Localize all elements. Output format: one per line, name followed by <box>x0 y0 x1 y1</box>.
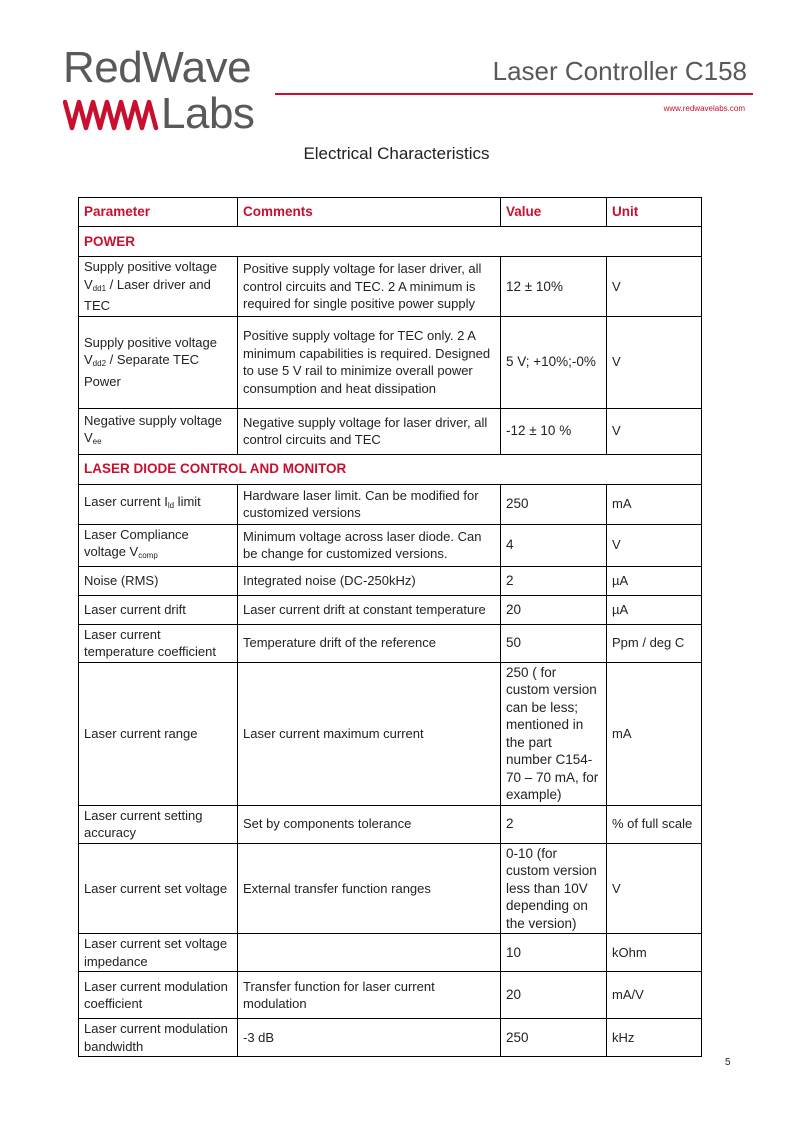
website-link[interactable]: www.redwavelabs.com <box>663 104 745 113</box>
header-divider <box>275 93 753 95</box>
cell-value: 2 <box>501 805 607 843</box>
cell-parameter: Laser current set voltage impedance <box>79 934 238 972</box>
cell-unit: µA <box>607 595 702 624</box>
cell-unit: mA/V <box>607 972 702 1019</box>
cell-unit: V <box>607 843 702 934</box>
cell-unit: Ppm / deg C <box>607 624 702 662</box>
cell-unit: kHz <box>607 1019 702 1057</box>
cell-comment: Integrated noise (DC-250kHz) <box>238 566 501 595</box>
cell-comment: -3 dB <box>238 1019 501 1057</box>
cell-comment: Laser current drift at constant temperature <box>238 595 501 624</box>
cell-parameter: Supply positive voltage $V_{dd2}$ / Separate TEC Power <box>79 316 238 408</box>
cell-unit: V <box>607 524 702 566</box>
cell-value: 20 <box>501 595 607 624</box>
cell-unit: mA <box>607 662 702 805</box>
table-row <box>79 408 702 454</box>
table-row <box>79 595 702 624</box>
cell-unit: V <box>607 257 702 317</box>
cell-parameter: Laser current set voltage <box>79 843 238 934</box>
cell-value: 20 <box>501 972 607 1019</box>
cell-value: 250 <box>501 484 607 524</box>
cell-parameter: Negative supply voltage $V_{ee}$ <box>79 408 238 454</box>
cell-comment: Set by components tolerance <box>238 805 501 843</box>
section-label: POWER <box>79 227 702 257</box>
cell-comment <box>238 934 501 972</box>
cell-parameter: Laser current range <box>79 662 238 805</box>
cell-parameter: Laser current drift <box>79 595 238 624</box>
table-row <box>79 624 702 662</box>
logo-text-labs: Labs <box>161 89 255 138</box>
cell-comment: Minimum voltage across laser diode. Can be change for customized versions. <box>238 524 501 566</box>
cell-parameter: Laser Compliance voltage $V_{comp}$ <box>79 524 238 566</box>
cell-parameter: Laser current modulation bandwidth <box>79 1019 238 1057</box>
header-value: Value <box>501 198 607 227</box>
cell-unit: kOhm <box>607 934 702 972</box>
table-row <box>79 484 702 524</box>
logo-bottom-line <box>63 90 254 138</box>
table-row <box>79 566 702 595</box>
wave-icon <box>63 94 159 134</box>
cell-parameter: Noise (RMS) <box>79 566 238 595</box>
cell-parameter: Supply positive voltage $V_{dd1}$ / Laser driver and TEC <box>79 257 238 317</box>
cell-value: 4 <box>501 524 607 566</box>
cell-unit: mA <box>607 484 702 524</box>
cell-comment: Transfer function for laser current modulation <box>238 972 501 1019</box>
cell-value: 250 ( for custom version can be less; mentioned in the part number C154-70 – 70 mA, for example) <box>501 662 607 805</box>
cell-parameter: Laser current modulation coefficient <box>79 972 238 1019</box>
section-row-power <box>79 227 702 257</box>
cell-unit: V <box>607 316 702 408</box>
section-row-laser <box>79 454 702 484</box>
cell-comment: Positive supply voltage for laser driver, all control circuits and TEC. 2 A minimum is required for single positive power supply <box>238 257 501 317</box>
table-row <box>79 843 702 934</box>
company-logo <box>63 44 273 136</box>
table-row <box>79 1019 702 1057</box>
cell-comment: Positive supply voltage for TEC only. 2 A minimum capabilities is required. Designed to use 5 V rail to minimize overall power consumption and heat dissipation <box>238 316 501 408</box>
cell-value: 0-10 (for custom version less than 10V depending on the version) <box>501 843 607 934</box>
section-label: LASER DIODE CONTROL AND MONITOR <box>79 454 702 484</box>
cell-value: 12 ± 10% <box>501 257 607 317</box>
header-unit: Unit <box>607 198 702 227</box>
document-title: Laser Controller C158 <box>492 56 747 86</box>
cell-unit: V <box>607 408 702 454</box>
cell-comment: Laser current maximum current <box>238 662 501 805</box>
table-row <box>79 805 702 843</box>
cell-comment: Hardware laser limit. Can be modified for customized versions <box>238 484 501 524</box>
logo-text-redwave: RedWave <box>63 43 252 92</box>
cell-comment: Negative supply voltage for laser driver, all control circuits and TEC <box>238 408 501 454</box>
table-row <box>79 257 702 317</box>
page-number: 5 <box>725 1057 731 1068</box>
header-comments: Comments <box>238 198 501 227</box>
cell-value: 5 V; +10%;-0% <box>501 316 607 408</box>
cell-parameter: Laser current setting accuracy <box>79 805 238 843</box>
cell-value: 2 <box>501 566 607 595</box>
cell-unit: µA <box>607 566 702 595</box>
table-row <box>79 972 702 1019</box>
table-row <box>79 524 702 566</box>
section-title: Electrical Characteristics <box>303 144 490 163</box>
table-row <box>79 662 702 805</box>
cell-value: 250 <box>501 1019 607 1057</box>
table-row <box>79 934 702 972</box>
table-row <box>79 316 702 408</box>
cell-parameter: Laser current temperature coefficient <box>79 624 238 662</box>
cell-unit: % of full scale <box>607 805 702 843</box>
cell-comment: External transfer function ranges <box>238 843 501 934</box>
cell-comment: Temperature drift of the reference <box>238 624 501 662</box>
electrical-characteristics-table <box>78 197 702 1057</box>
cell-value: -12 ± 10 % <box>501 408 607 454</box>
cell-value: 50 <box>501 624 607 662</box>
header-parameter: Parameter <box>79 198 238 227</box>
cell-parameter: Laser current $I_{ld}$ limit <box>79 484 238 524</box>
cell-value: 10 <box>501 934 607 972</box>
table-header-row <box>79 198 702 227</box>
